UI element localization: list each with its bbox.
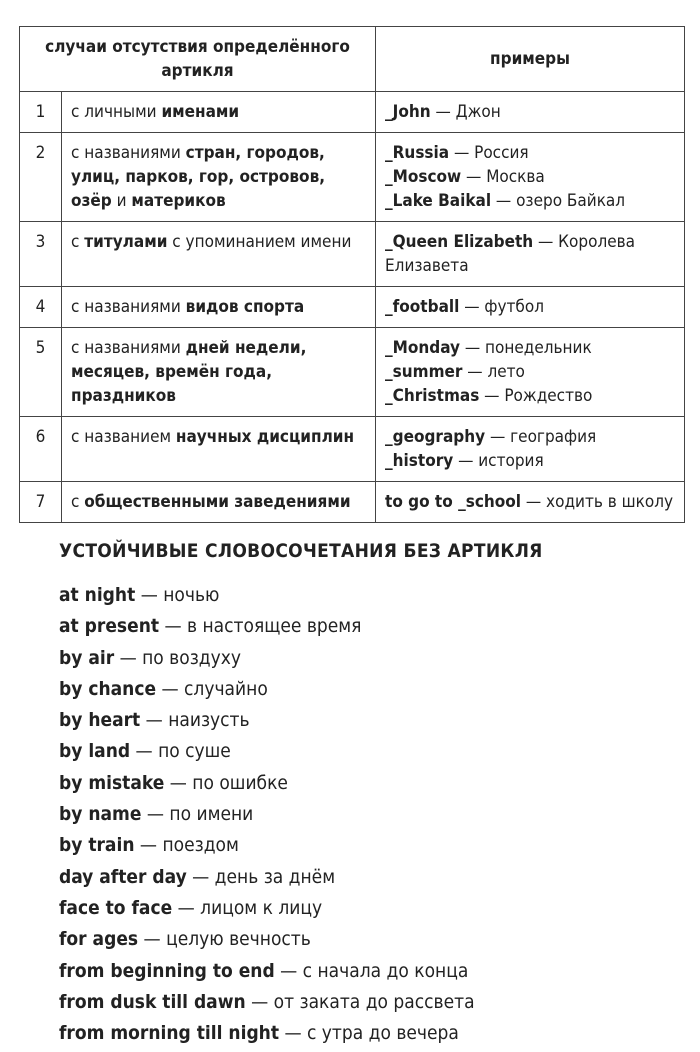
examples-cell xyxy=(376,222,685,287)
example-line xyxy=(385,360,676,384)
phrase-english: from morning till night xyxy=(59,1022,280,1045)
phrase-item xyxy=(59,799,475,830)
phrase-item xyxy=(59,862,475,893)
examples-cell xyxy=(376,417,685,482)
row-number: 5 xyxy=(20,328,62,417)
text-segment: — Россия xyxy=(449,143,529,163)
example-line xyxy=(385,165,676,189)
phrase-russian: с начала до конца xyxy=(302,959,469,982)
case-description xyxy=(62,133,376,222)
text-segment: _geography xyxy=(385,427,486,447)
phrase-dash: — xyxy=(172,896,201,919)
text-segment: — понедельник xyxy=(459,338,592,358)
phrase-item xyxy=(59,611,475,642)
example-line xyxy=(385,230,676,278)
phrase-dash: — xyxy=(135,584,164,606)
phrase-dash: — xyxy=(156,677,185,700)
phrase-russian: в настоящее время xyxy=(187,615,362,638)
phrase-english: by heart xyxy=(59,709,141,732)
phrase-english: by mistake xyxy=(59,771,165,794)
phrase-dash: — xyxy=(134,834,163,857)
text-segment: с xyxy=(71,492,85,512)
text-segment: с названиями xyxy=(71,297,186,317)
row-number: 1 xyxy=(20,92,62,133)
phrase-english: from beginning to end xyxy=(59,959,275,982)
phrase-english: by air xyxy=(59,646,115,669)
table-row xyxy=(20,222,685,287)
text-segment: — Рождество xyxy=(479,386,593,406)
text-segment: _Christmas xyxy=(385,386,480,406)
phrase-russian: поездом xyxy=(162,834,239,857)
table-row xyxy=(20,417,685,482)
example-line xyxy=(385,189,676,213)
text-segment: дней недели, месяцев, времён года, праздников xyxy=(71,338,307,406)
row-number: 6 xyxy=(20,417,62,482)
phrase-dash: — xyxy=(245,990,274,1013)
text-segment: — лето xyxy=(462,362,525,382)
text-segment: _Moscow xyxy=(385,167,462,187)
phrase-russian: по имени xyxy=(169,803,254,826)
text-segment: с названием xyxy=(71,427,176,447)
examples-cell xyxy=(376,133,685,222)
row-number: 7 xyxy=(20,482,62,523)
text-segment: титулами xyxy=(84,232,168,252)
header-examples: примеры xyxy=(376,27,685,92)
text-segment: с названиями xyxy=(71,338,186,358)
phrase-english: face to face xyxy=(59,896,173,919)
text-segment: — озеро Байкал xyxy=(491,191,626,211)
article-rules-table xyxy=(19,26,685,523)
phrase-russian: по воздуху xyxy=(142,646,241,669)
row-number: 3 xyxy=(20,222,62,287)
text-segment: — география xyxy=(485,427,597,447)
text-segment: стран, городов, улиц, парков, гор, островов, озёр xyxy=(71,143,326,211)
examples-cell xyxy=(376,482,685,523)
phrase-english: by land xyxy=(59,740,131,763)
text-segment: _football xyxy=(385,297,460,317)
phrase-english: at night xyxy=(59,584,136,606)
text-segment: с личными xyxy=(71,102,162,122)
phrase-english: for ages xyxy=(59,928,139,951)
text-segment: — Королева Елизавета xyxy=(385,232,636,276)
phrase-item xyxy=(59,956,475,987)
row-number: 2 xyxy=(20,133,62,222)
phrase-dash: — xyxy=(186,865,215,888)
phrase-item xyxy=(59,705,475,736)
phrase-dash: — xyxy=(159,615,187,638)
phrase-english: by name xyxy=(59,803,142,826)
examples-cell xyxy=(376,287,685,328)
example-line xyxy=(385,384,676,408)
example-line xyxy=(385,100,676,124)
table-row xyxy=(20,133,685,222)
case-description xyxy=(62,222,376,287)
text-segment: — Москва xyxy=(461,167,545,187)
phrase-item xyxy=(59,830,475,861)
table-header-row xyxy=(20,27,685,92)
phrase-english: by train xyxy=(59,834,135,857)
case-description xyxy=(62,287,376,328)
case-description xyxy=(62,328,376,417)
text-segment: _history xyxy=(385,451,454,471)
phrase-english: by chance xyxy=(59,677,157,700)
phrase-russian: целую вечность xyxy=(166,928,311,951)
phrase-item xyxy=(59,736,475,767)
table-row xyxy=(20,287,685,328)
phrase-russian: по ошибке xyxy=(192,771,288,794)
phrase-russian: ночью xyxy=(163,584,220,606)
phrase-english: at present xyxy=(59,615,160,638)
example-line xyxy=(385,141,676,165)
text-segment: — история xyxy=(453,451,544,471)
phrase-item xyxy=(59,924,475,955)
text-segment: с названиями xyxy=(71,143,186,163)
phrase-russian: по суше xyxy=(158,740,231,763)
text-segment: — ходить в школу xyxy=(521,492,674,512)
phrase-dash: — xyxy=(138,928,167,951)
text-segment: материков xyxy=(131,191,226,211)
phrase-item xyxy=(59,768,475,799)
text-segment: видов спорта xyxy=(185,297,305,317)
example-line xyxy=(385,295,676,319)
examples-cell xyxy=(376,328,685,417)
phrase-dash: — xyxy=(140,709,169,732)
text-segment: _Queen Elizabeth xyxy=(385,232,534,252)
text-segment: научных дисциплин xyxy=(175,427,355,447)
phrase-russian: наизусть xyxy=(168,709,250,732)
phrase-list xyxy=(59,580,475,1049)
phrase-english: day after day xyxy=(59,865,187,888)
text-segment: _Monday xyxy=(385,338,460,358)
text-segment: — Джон xyxy=(430,102,501,122)
table-row xyxy=(20,92,685,133)
text-segment: _John xyxy=(385,102,431,122)
phrase-item xyxy=(59,643,475,674)
case-description xyxy=(62,92,376,133)
text-segment: общественными заведениями xyxy=(84,492,351,512)
section-heading: УСТОЙЧИВЫЕ СЛОВОСОЧЕТАНИЯ БЕЗ АРТИКЛЯ xyxy=(59,540,543,562)
phrase-dash: — xyxy=(114,646,143,669)
phrase-russian: день за днём xyxy=(214,865,336,888)
phrase-item xyxy=(59,580,475,611)
text-segment: _summer xyxy=(385,362,463,382)
text-segment: именами xyxy=(161,102,240,122)
example-line xyxy=(385,449,676,473)
text-segment: to go to _school xyxy=(385,492,522,512)
phrase-russian: случайно xyxy=(184,677,268,700)
phrase-item xyxy=(59,987,475,1018)
table-row xyxy=(20,482,685,523)
text-segment: _Lake Baikal xyxy=(385,191,492,211)
phrase-russian: лицом к лицу xyxy=(200,896,323,919)
case-description xyxy=(62,482,376,523)
phrase-item xyxy=(59,674,475,705)
table-row xyxy=(20,328,685,417)
phrase-dash: — xyxy=(141,803,170,826)
examples-cell xyxy=(376,92,685,133)
example-line xyxy=(385,425,676,449)
row-number: 4 xyxy=(20,287,62,328)
text-segment: с xyxy=(71,232,85,252)
example-line xyxy=(385,336,676,360)
phrase-russian: от заката до рассвета xyxy=(273,990,475,1013)
phrase-dash: — xyxy=(130,740,159,763)
phrase-dash: — xyxy=(279,1022,307,1045)
phrase-dash: — xyxy=(274,959,303,982)
phrase-english: from dusk till dawn xyxy=(59,990,246,1013)
case-description xyxy=(62,417,376,482)
text-segment: — футбол xyxy=(459,297,544,317)
phrase-dash: — xyxy=(164,771,193,794)
phrase-russian: с утра до вечера xyxy=(306,1022,459,1045)
header-cases: случаи отсутствия определённого артикля xyxy=(20,27,376,92)
phrase-item xyxy=(59,1018,475,1049)
example-line xyxy=(385,490,676,514)
phrase-item xyxy=(59,893,475,924)
text-segment: _Russia xyxy=(385,143,450,163)
text-segment: и xyxy=(111,191,132,211)
text-segment: с упоминанием имени xyxy=(167,232,352,252)
